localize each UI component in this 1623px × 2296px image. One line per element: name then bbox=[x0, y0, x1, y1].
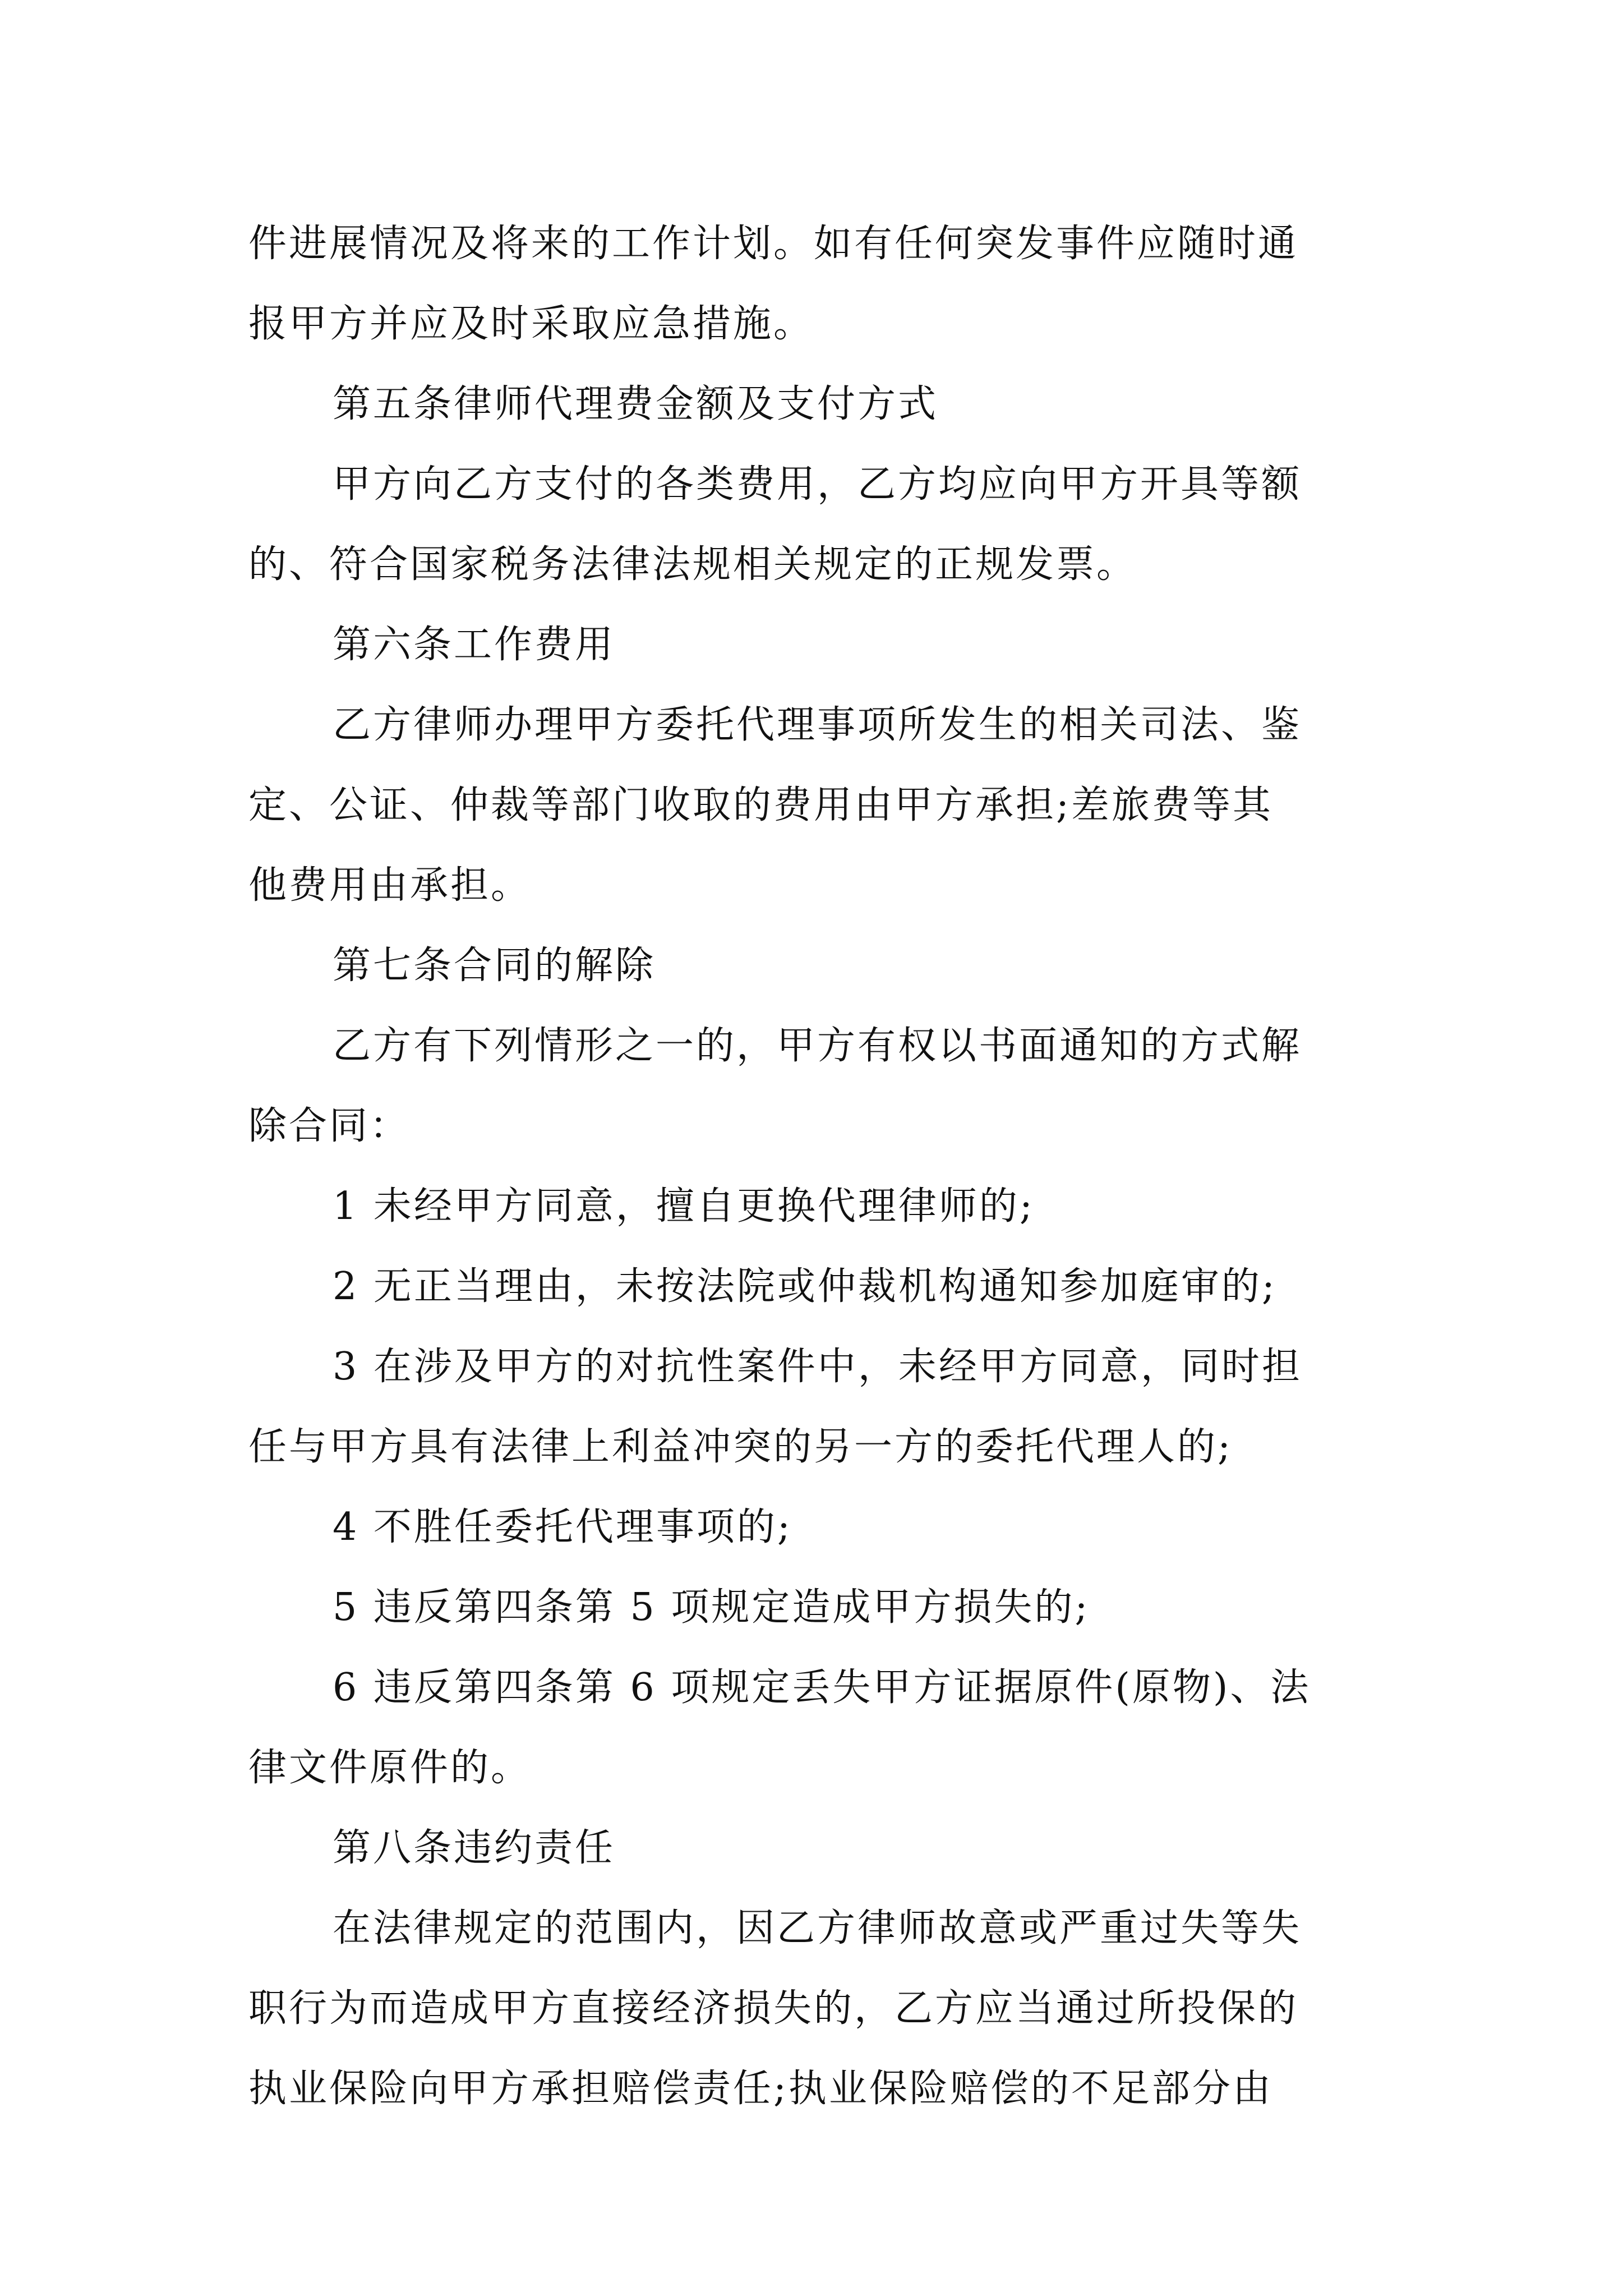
section-heading: 第七条合同的解除 bbox=[333, 944, 656, 988]
text-line: 的、符合国家税务法律法规相关规定的正规发票。 bbox=[248, 542, 1137, 587]
text-line: 任与甲方具有法律上利益冲突的另一方的委托代理人的; bbox=[248, 1425, 1233, 1469]
text-line: 件进展情况及将来的工作计划。如有任何突发事件应随时通 bbox=[248, 222, 1299, 266]
text-line: 除合同： bbox=[248, 1104, 411, 1148]
text-line: 甲方向乙方支付的各类费用，乙方均应向甲方开具等额 bbox=[333, 462, 1302, 507]
list-item: 4 不胜任委托代理事项的; bbox=[333, 1505, 792, 1549]
list-item: 2 无正当理由，未按法院或仲裁机构通知参加庭审的; bbox=[333, 1264, 1277, 1309]
list-item: 6 违反第四条第 6 项规定丢失甲方证据原件(原物)、法 bbox=[333, 1665, 1311, 1710]
text-line: 报甲方并应及时采取应急措施。 bbox=[248, 302, 814, 346]
text-line: 乙方律师办理甲方委托代理事项所发生的相关司法、鉴 bbox=[333, 703, 1302, 747]
section-heading: 第五条律师代理费金额及支付方式 bbox=[333, 382, 939, 426]
section-heading: 第六条工作费用 bbox=[333, 623, 616, 667]
text-line: 定、公证、仲裁等部门收取的费用由甲方承担;差旅费等其 bbox=[248, 783, 1273, 827]
text-line: 执业保险向甲方承担赔偿责任;执业保险赔偿的不足部分由 bbox=[248, 2067, 1273, 2111]
list-item: 3 在涉及甲方的对抗性案件中，未经甲方同意，同时担 bbox=[333, 1345, 1302, 1389]
text-line: 他费用由承担。 bbox=[248, 863, 532, 908]
list-item: 5 违反第四条第 5 项规定造成甲方损失的; bbox=[333, 1585, 1090, 1630]
section-heading: 第八条违约责任 bbox=[333, 1826, 616, 1870]
text-line: 律文件原件的。 bbox=[248, 1746, 532, 1790]
text-line: 乙方有下列情形之一的，甲方有权以书面通知的方式解 bbox=[333, 1024, 1302, 1068]
list-item: 1 未经甲方同意，擅自更换代理律师的; bbox=[333, 1184, 1035, 1228]
document-body bbox=[248, 210, 1384, 2136]
text-line: 在法律规定的范围内，因乙方律师故意或严重过失等失 bbox=[333, 1906, 1302, 1950]
text-line: 职行为而造成甲方直接经济损失的，乙方应当通过所投保的 bbox=[248, 1986, 1299, 2031]
